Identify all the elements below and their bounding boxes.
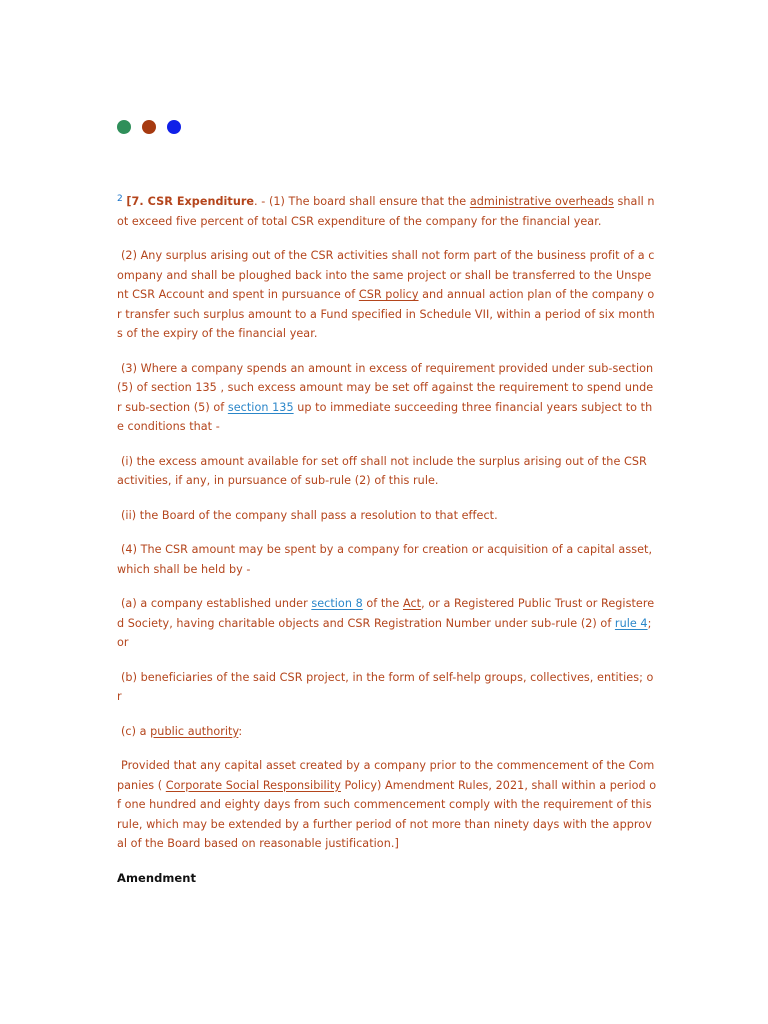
paragraph-1: $^2$ [7. CSR Expenditure. - (1) The board shall ensure that the administrative overheads shall not exceed five percent of total CSR expenditure of the company for the financial year. (117, 194, 655, 228)
paragraph-8: (b) beneficiaries of the said CSR project, in the form of self-help groups, collectives, entities; or (117, 670, 654, 703)
paragraph-5: (ii) the Board of the company shall pass a resolution to that effect. (121, 508, 498, 522)
footnote-link[interactable]: 2 (117, 194, 123, 204)
paragraph-6: (4) The CSR amount may be spent by a company for creation or acquisition of a capital asset, which shall be held by - (117, 543, 653, 576)
public-authority-link[interactable]: public authority (150, 724, 239, 738)
rule-4-link[interactable]: rule 4 (614, 616, 648, 630)
paragraph-3: (3) Where a company spends an amount in excess of requirement provided under sub-section (5) of section 135 , such excess amount may be set off against the requirement to spend under sub-section (5) of section 135 up to immediate succeeding three financial years subject to the conditions that - (117, 361, 654, 433)
blue-dot (167, 120, 181, 134)
green-dot (117, 120, 131, 134)
act-link[interactable]: Act (402, 597, 422, 610)
brown-dot (142, 120, 156, 134)
administrative-overheads-link[interactable]: administrative overheads (469, 195, 614, 208)
paragraph-10: Provided that any capital asset created by a company prior to the commencement of the Companies ( Corporate Social Responsibility Policy) Amendment Rules, 2021, shall within a period of one hundred and eighty days from such commencement comply with the requirement of this rule, which may be extended by a further period of not more than ninety days with the approval of the Board based on reasonable justification.] (117, 759, 657, 850)
amendment-heading: Amendment (117, 870, 197, 885)
window-dots (117, 120, 181, 134)
paragraph-9: (c) a public authority: (121, 724, 243, 738)
paragraph-7: (a) a company established under section 8 of the Act, or a Registered Public Trust or Registered Society, having charitable objects and CSR Registration Number under sub-rule (2) of rule 4; or (117, 597, 655, 649)
paragraph-4: (i) the excess amount available for set off shall not include the surplus arising out of the CSR activities, if any, in pursuance of sub-rule (2) of this rule. (117, 454, 647, 487)
paragraph-2: (2) Any surplus arising out of the CSR activities shall not form part of the business profit of a company and shall be ploughed back into the same project or shall be transferred to the Unspent CSR Account and spent in pursuance of CSR policy and annual action plan of the company or transfer such surplus amount to a Fund specified in Schedule VII, within a period of six months of the expiry of the financial year. (117, 249, 655, 340)
rule-heading: [7. CSR Expenditure (126, 195, 255, 208)
section-8-link[interactable]: section 8 (311, 597, 363, 610)
csr-policy-link[interactable]: CSR policy (358, 288, 419, 301)
section-135-link[interactable]: section 135 (227, 400, 294, 414)
corporate-social-responsibility-link[interactable]: Corporate Social Responsibility (165, 778, 341, 792)
rule-7-text (117, 190, 657, 888)
